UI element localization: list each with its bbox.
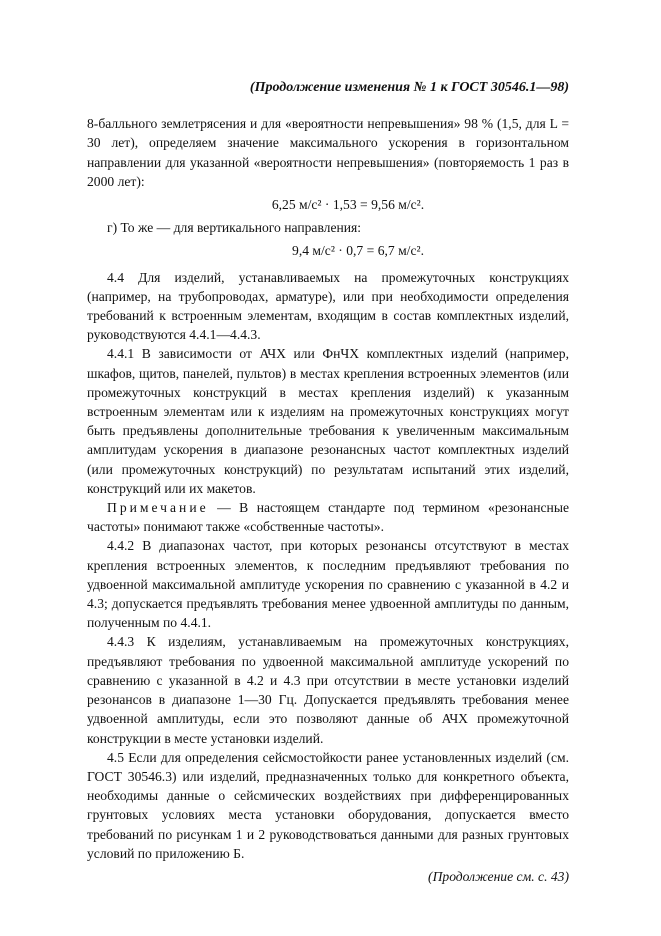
note-label: Примечание — [107, 500, 209, 516]
clause-4-4: 4.4 Для изделий, устанавливаемых на промежуточных конструкциях (например, на трубопроводах, арматуре), или при необходимости определения требований к встроенным элементам, входящим в состав комплектных изделий, руководствуются 4.4.1—4.4.3. — [87, 269, 569, 343]
continuation-header: (Продолжение изменения № 1 к ГОСТ 30546.1—98) — [249, 80, 569, 95]
clause-4-5: 4.5 Если для определения сейсмостойкости ранее установленных изделий (см. ГОСТ 30546.3) или изделий, предназначенных только для конкретного объекта, необходимы данные о сейсмических воздействиях при дифференцированных грунтовых условиях места установки оборудования, допускается вместо требований по рисункам 1 и 2 руководствоваться данными для разных грунтовых условий по приложению Б. — [87, 749, 569, 861]
continuation-footer: (Продолжение см. с. 43) — [428, 868, 569, 884]
note — [87, 498, 569, 536]
paragraph-intro: 8-балльного землетрясения и для «вероятности непревышения» 98 % (1,5, для L = 30 лет), определяем значение максимального ускорения в горизонтальном направлении для указанной «вероятности непревышения» (повторяемость 1 раз в 2000 лет): — [87, 116, 569, 189]
item-g: г) То же — для вертикального направления: — [107, 220, 362, 236]
clause-4-4-2: 4.4.2 В диапазонах частот, при которых резонансы отсутствуют в местах крепления встроенных элементов, к последним предъявляют требования по удвоенной максимальной амплитуде ускорения по сравнению с указанной в 4.2 и 4.3; допускается предъявлять требования менее удвоенной амплитуды по данным, полученным по 4.4.1. — [87, 538, 569, 631]
clause-4-4-1: 4.4.1 В зависимости от АЧХ или ФнЧХ комплектных изделий (например, шкафов, щитов, панелей, пультов) в местах крепления встроенных элементов (или промежуточных конструкций в местах крепления изделий) к указанным встроенным элементам или к изделиям на промежуточных конструкциях могут быть предъявлены дополнительные требования к увеличенным максимальным амплитудам ускорения в диапазоне резонансных частот комплектных изделий (или промежуточных конструкций) по результатам испытаний этих изделий, конструкций или их макетов. — [87, 346, 569, 496]
formula-horizontal: 6,25 м/с² · 1,53 = 9,56 м/с². — [271, 197, 425, 213]
clause-4-4-3: 4.4.3 К изделиям, устанавливаемым на промежуточных конструкциях, предъявляют требования по удвоенной максимальной амплитуде ускорений по сравнению с указанной в 4.2 и 4.3 при отсутствии в месте установки изделий резонансов в диапазоне 1—30 Гц. Допускается предъявлять требования менее удвоенной амплитуды, если это позволяют данные об АЧХ промежуточной конструкции в месте установки изделий. — [87, 634, 569, 746]
note-text: — В настоящем стандарте под термином «резонансные частоты» понимают также «собственные частоты». — [87, 500, 569, 535]
document-page — [87, 78, 569, 886]
formula-vertical: 9,4 м/с² · 0,7 = 6,7 м/с². — [292, 243, 424, 259]
